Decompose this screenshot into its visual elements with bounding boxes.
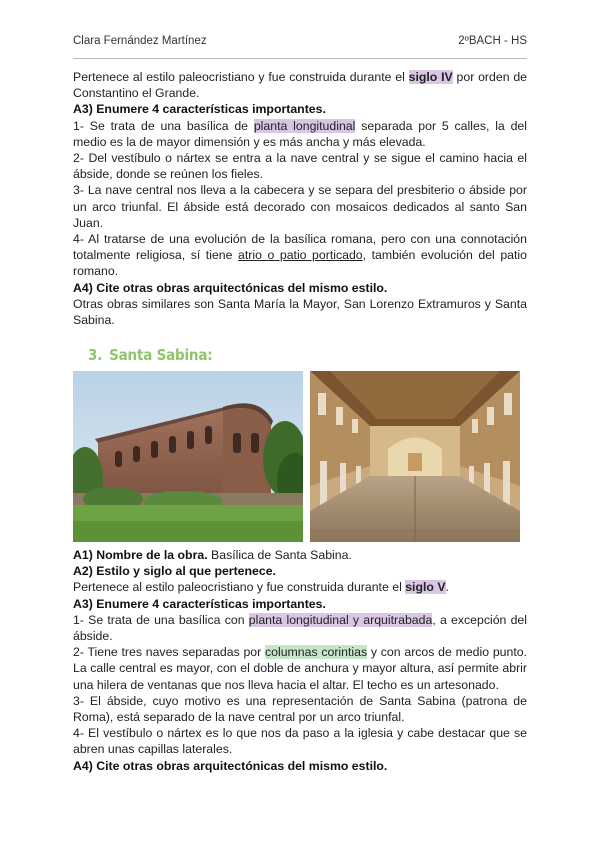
header-author: Clara Fernández Martínez (73, 35, 207, 47)
exterior-illustration (73, 371, 303, 542)
feature-1: 1- Se trata de una basílica de planta longitudinal separada por 5 calles, la del medio es la de mayor dimensión y es más ancha y más elevada. (73, 118, 527, 149)
a4-answer: Otras obras similares son Santa María la Mayor, San Lorenzo Extramuros y Santa Sabina. (73, 296, 527, 328)
interior-illustration (310, 371, 520, 542)
a2-answer: Pertenece al estilo paleocristiano y fue construida durante el siglo IV por orden de Constantino el Grande. (73, 70, 527, 101)
feature-1: 1- Se trata de una basílica con planta longitudinal y arquitrabada, a excepción del ábside. (73, 612, 527, 644)
underlined-atrio: atrio o patio porticado (238, 248, 363, 263)
section-heading (88, 346, 212, 364)
header-divider (73, 58, 527, 59)
highlight-century: siglo V (405, 580, 446, 595)
question-a2: A2) Estilo y siglo al que pertenece. (73, 564, 276, 579)
a1-answer: Basílica de Santa Sabina. (207, 548, 352, 562)
feature-4: 4- Al tratarse de una evolución de la basílica romana, pero con una connotación totalmente religiosa, sí tiene atrio o patio porticado, también evolución del patio romano. (73, 232, 527, 279)
question-a4: A4) Cite otras obras arquitectónicas del mismo estilo. (73, 280, 388, 295)
feature-2: 2- Del vestíbulo o nártex se entra a la nave central y se sigue el camino hacia el ábside, donde se reúnen los fieles. (73, 151, 527, 182)
section-title: Santa Sabina: (109, 346, 213, 364)
page-header (73, 33, 527, 51)
feature-3: 3- La nave central nos lleva a la cabecera y se separa del presbiterio o ábside por un arco triunfal. El ábside está decorado con mosaicos dedicados al santo San Juan. (73, 183, 527, 230)
feature-3: 3- El ábside, cuyo motivo es una representación de Santa Sabina (patrona de Roma), está separado de la nave central por un arco triunfal. (73, 693, 527, 725)
feature-2: 2- Tiene tres naves separadas por columnas corintias y con arcos de medio punto. La calle central es mayor, con el doble de anchura y mayor altura, así permite abrir una hilera de ventanas que nos lleva hacia el altar. El techo es un artesonado. (73, 645, 528, 692)
question-a3: A3) Enumere 4 características importantes. (73, 596, 326, 611)
highlight-plan: planta longitudinal (253, 118, 356, 133)
a1-line (73, 547, 527, 563)
header-course: 2ºBACH - HS (458, 35, 527, 47)
highlight-columns: columnas corintias (264, 645, 368, 660)
a2-answer: Pertenece al estilo paleocristiano y fue construida durante el siglo V. (73, 580, 449, 595)
feature-4: 4- El vestíbulo o nártex es lo que nos da paso a la iglesia y cabe destacar que se abren unas capillas laterales. (73, 726, 527, 757)
highlight-century: siglo IV (408, 70, 453, 84)
highlight-plan: planta longitudinal y arquitrabada (248, 612, 433, 627)
question-a1: A1) Nombre de la obra. (73, 548, 208, 562)
block-previous-basilica (73, 69, 527, 328)
photo-exterior (73, 371, 303, 542)
photo-interior (310, 371, 520, 542)
question-a3: A3) Enumere 4 características importantes. (73, 102, 326, 117)
block-santa-sabina (73, 547, 527, 774)
question-a4: A4) Cite otras obras arquitectónicas del mismo estilo. (73, 758, 388, 773)
section-number: 3. (88, 346, 103, 364)
